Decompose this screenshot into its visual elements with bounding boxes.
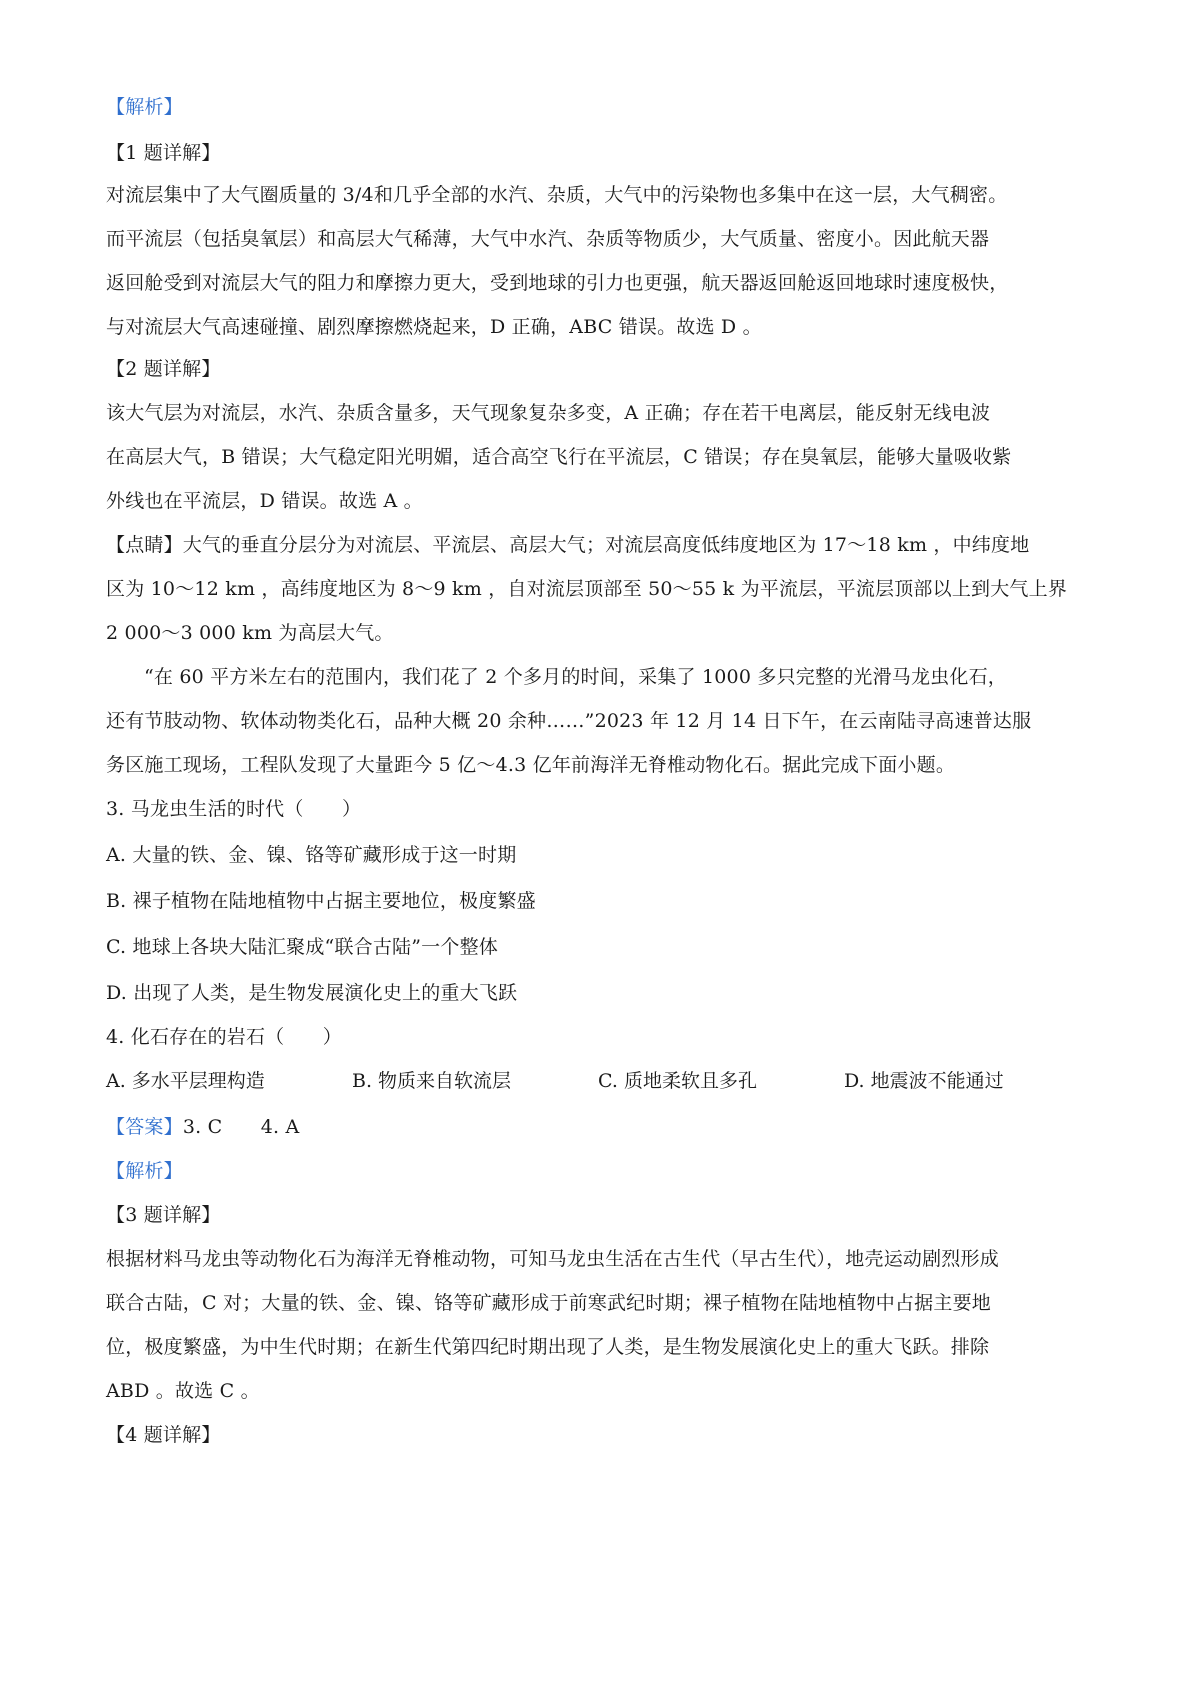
q1-text-line: 对流层集中了大气圈质量的 3/4和几乎全部的水汽、杂质，大气中的污染物也多集中在这一层，大气稠密。: [106, 184, 1008, 206]
q2-text-line: 在高层大气，B 错误；大气稳定阳光明媚，适合高空飞行在平流层，C 错误；存在臭氧层，能够大量吸收紫: [106, 446, 1012, 468]
answer-value: 3. C 4. A: [182, 1116, 300, 1138]
material-text-line: 还有节肢动物、软体动物类化石，品种大概 20 余种……”2023 年 12 月 14 日下午，在云南陆寻高速普达服: [106, 710, 1032, 732]
key-point-line: 2 000～3 000 km 为高层大气。: [106, 622, 394, 644]
q1-text-line: 而平流层（包括臭氧层）和高层大气稀薄，大气中水汽、杂质等物质少，大气质量、密度小。因此航天器: [106, 228, 990, 250]
q2-text-line: 该大气层为对流层，水汽、杂质含量多，天气现象复杂多变，A 正确；存在若干电离层，能反射无线电波: [106, 402, 991, 424]
q1-text-line: 返回舱受到对流层大气的阻力和摩擦力更大，受到地球的引力也更强，航天器返回舱返回地球时速度极快，: [106, 272, 1009, 294]
q3-stem: 3. 马龙虫生活的时代（ ）: [106, 798, 362, 820]
q4-option-d: D. 地震波不能通过: [844, 1070, 1004, 1092]
q4-option-c: C. 质地柔软且多孔: [598, 1070, 757, 1092]
q4-stem: 4. 化石存在的岩石（ ）: [106, 1026, 342, 1048]
q3-option-a: A. 大量的铁、金、镍、铬等矿藏形成于这一时期: [106, 844, 517, 866]
q3-option-b: B. 裸子植物在陆地植物中占据主要地位，极度繁盛: [106, 890, 536, 912]
q3-text-line: ABD 。故选 C 。: [106, 1380, 260, 1402]
q2-text-line: 外线也在平流层，D 错误。故选 A 。: [106, 490, 423, 512]
q1-detail-title: 【1 题详解】: [106, 142, 221, 164]
key-point-line: 区为 10～12 km ，高纬度地区为 8～9 km ，自对流层顶部至 50～55 k 为平流层，平流层顶部以上到大气上界: [106, 578, 1068, 600]
q4-option-b: B. 物质来自软流层: [352, 1070, 512, 1092]
analysis-label: 【解析】: [106, 96, 183, 118]
q3-text-line: 位，极度繁盛，为中生代时期；在新生代第四纪时期出现了人类，是生物发展演化史上的重大飞跃。排除: [106, 1336, 990, 1358]
q2-detail-title: 【2 题详解】: [106, 358, 221, 380]
q4-detail-title: 【4 题详解】: [106, 1424, 221, 1446]
q3-detail-title: 【3 题详解】: [106, 1204, 221, 1226]
answer-row: [106, 1112, 1096, 1142]
material-text-line: “在 60 平方米左右的范围内，我们花了 2 个多月的时间，采集了 1000 多只完整的光滑马龙虫化石，: [144, 666, 1007, 688]
answer-label: 【答案】: [106, 1116, 183, 1138]
q3-option-d: D. 出现了人类，是生物发展演化史上的重大飞跃: [106, 982, 518, 1004]
q3-option-c: C. 地球上各块大陆汇聚成“联合古陆”一个整体: [106, 936, 498, 958]
analysis-label-2: 【解析】: [106, 1160, 183, 1182]
q3-text-line: 根据材料马龙虫等动物化石为海洋无脊椎动物，可知马龙虫生活在古生代（早古生代），地壳运动剧烈形成: [106, 1248, 999, 1270]
q4-option-a: A. 多水平层理构造: [106, 1070, 265, 1092]
q3-text-line: 联合古陆，C 对；大量的铁、金、镍、铬等矿藏形成于前寒武纪时期；裸子植物在陆地植物中占据主要地: [106, 1292, 991, 1314]
q1-text-line: 与对流层大气高速碰撞、剧烈摩擦燃烧起来，D 正确，ABC 错误。故选 D 。: [106, 316, 762, 338]
material-text-line: 务区施工现场，工程队发现了大量距今 5 亿～4.3 亿年前海洋无脊椎动物化石。据此完成下面小题。: [106, 754, 956, 776]
key-point-line: 【点睛】大气的垂直分层分为对流层、平流层、高层大气；对流层高度低纬度地区为 17～18 km ，中纬度地: [106, 534, 1030, 556]
